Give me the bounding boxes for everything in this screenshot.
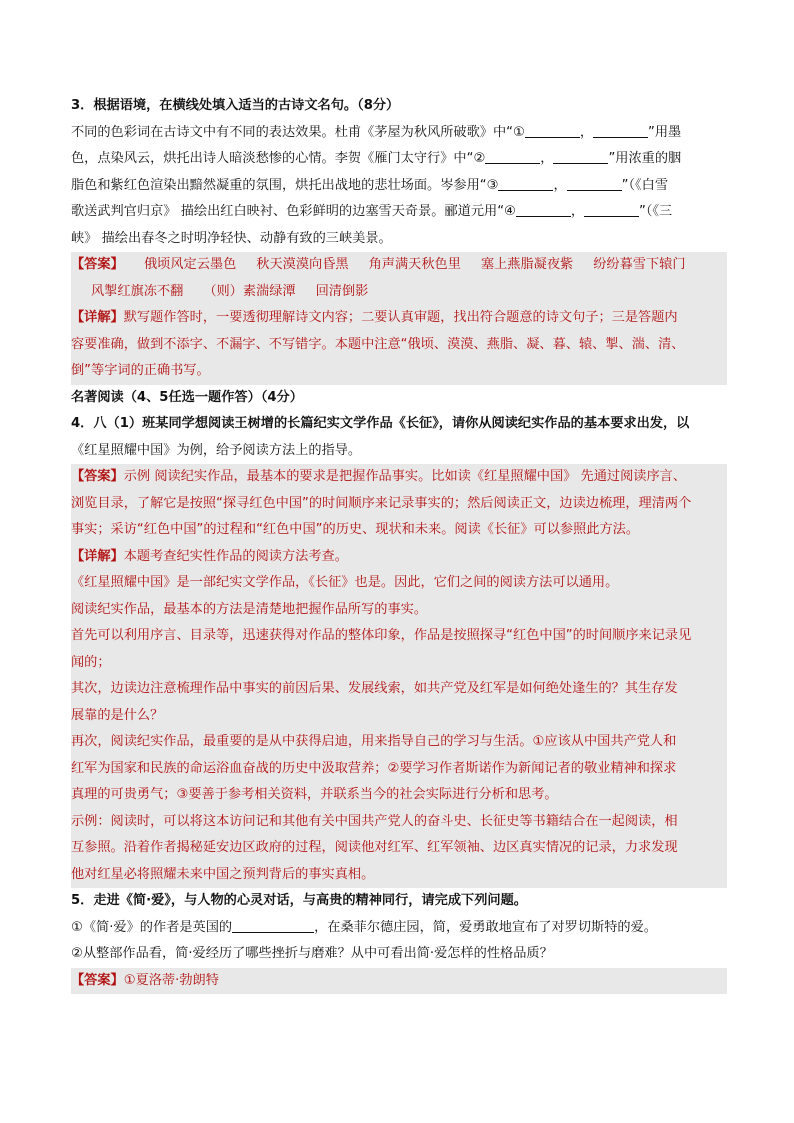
q5-sub2: ②从整部作品看，简·爱经历了哪些挫折与磨难？从中可看出简·爱怎样的性格品质？: [71, 946, 553, 961]
blank-2b[interactable]: [553, 149, 608, 164]
document-page: [71, 93, 727, 994]
q3-paragraph-line: 不同的色彩词在古诗文中有不同的表达效果。杜甫《茅屋为秋风所破歌》中“① ， ”用墨: [71, 124, 682, 140]
q3-title: 3．根据语境，在横线处填入适当的古诗文名句。（8分）: [71, 98, 400, 113]
blank-3b[interactable]: [567, 176, 622, 191]
answer-tag: 【答案】: [71, 469, 124, 484]
answer-item: 秋天漠漠向昏黑: [256, 257, 349, 272]
answer-line: 事实；采访“红色中国”的过程和“红色中国”的历史、现状和未来。阅读《长征》可以参照此方法。: [71, 522, 640, 537]
answer-item: 风掣红旗冻不翻: [91, 283, 184, 299]
q4-title: 4．八（1）班某同学想阅读王树增的长篇纪实文学作品《长征》，请你从阅读纪实作品的基本要求出发，以: [71, 416, 690, 431]
q4-title-cont: 《红星照耀中国》为例，给予阅读方法上的指导。: [71, 442, 362, 458]
blank-3a[interactable]: [498, 176, 553, 191]
detail-line: 展靠的是什么？: [71, 707, 164, 723]
q3-paragraph-line: 峡》 描绘出春冬之时明净轻快、动静有致的三峡美景。: [71, 230, 392, 246]
detail-line: 真理的可贵勇气；③要善于参考相关资料，并联系当今的社会实际进行分析和思考。: [71, 787, 558, 802]
q4-answer-block: 【答案】示例 阅读纪实作品，最基本的要求是把握作品事实。比如读《红星照耀中国》 先通过阅读序言、 浏览目录，了解它是按照“探寻红色中国”的时间顺序来记录事实的；然后阅读正文，边读边梳理，理清两个 事实；采访“红色中国”的过程和“红色中国”的历史、现状和未来。阅读《长征》可以参照此方法。 【详解】本题考查纪实性作品的阅读方法考查。 《红星照耀中国》是一部纪实文学作品，《长征》也是。因此，它们之间的阅读方法可以通用。 阅读纪实作品，最基本的方法是清楚地把握作品所写的事实。 首先可以利用序言、目录等，迅速获得对作品的整体印象，作品是按照探寻“红色中国”的时间顺序来记录见 闻的； 其次，边读边注意梳理作品中事实的前因后果、发展线索，如共产党及红军是如何绝处逢生的？其生存发 展靠的是什么？ 再次，阅读纪实作品，最重要的是从中获得启迪，用来指导自己的学习与生活。①应该从中国共产党人和 红军为国家和民族的命运浴血奋战的历史中汲取营养；②要学习作者斯诺作为新闻记者的敬业精神和探求 真理的可贵勇气；③要善于参考相关资料，并联系当今的社会实际进行分析和思考。 示例：阅读时，可以将这本访问记和其他有关中国共产党人的奋斗史、长征史等书籍结合在一起阅读，相 互参照。沿着作者揭秘延安边区政府的过程，阅读他对红军、红军领袖、边区真实情况的记录，力求发现 他对红星必将照耀未来中国之预判背后的事实真相。: [71, 464, 727, 888]
detail-line: 再次，阅读纪实作品，最重要的是从中获得启迪，用来指导自己的学习与生活。①应该从中国共产党人和: [71, 734, 677, 749]
detail-line: 《红星照耀中国》是一部纪实文学作品，《长征》也是。因此，它们之间的阅读方法可以通用。: [71, 575, 619, 590]
detail-line: 其次，边读边注意梳理作品中事实的前因后果、发展线索，如共产党及红军是如何绝处逢生的？其生存发: [71, 681, 678, 696]
detail-line: 阅读纪实作品，最基本的方法是清楚地把握作品所写的事实。: [71, 601, 428, 617]
detail-line: 红军为国家和民族的命运浴血奋战的历史中汲取营养；②要学习作者斯诺作为新闻记者的敬业精神和探求: [71, 760, 677, 776]
q3-paragraph-line: 色，点染风云，烘托出诗人暗淡愁惨的心情。李贺《雁门太守行》中“② ， ”用浓重的胭: [71, 151, 682, 166]
detail-line: 倒”等字词的正确书写。: [71, 363, 210, 378]
detail-tag: 【详解】: [71, 548, 124, 564]
q5-title: 5．走进《简·爱》，与人物的心灵对话，与高贵的精神同行，请完成下列问题。: [71, 893, 527, 908]
q3-paragraph-line: 歌送武判官归京》 描绘出红白映衬、色彩鲜明的边塞雪天奇景。郦道元用“④ ， ”（《三: [71, 204, 673, 219]
blank-4a[interactable]: [516, 202, 571, 217]
answer-item: 回清倒影: [315, 283, 369, 299]
answer-item: 塞上燕脂凝夜紫: [480, 257, 574, 272]
blank-1a[interactable]: [525, 123, 580, 138]
q3-paragraph-line: 脂色和紫红色渲染出黯然凝重的氛围，烘托出战地的悲壮场面。岑参用“③ ， ”（《白雪: [71, 177, 669, 193]
detail-line: 首先可以利用序言、目录等，迅速获得对作品的整体印象，作品是按照探寻“红色中国”的时间顺序来记录见: [71, 628, 692, 643]
answer-item: （则）素湍绿潭: [203, 283, 296, 299]
section-title: 名著阅读（4、5任选一题作答）（4分）: [71, 389, 303, 405]
q5-answer-block: 【答案】①夏洛蒂·勃朗特: [71, 968, 727, 995]
detail-line: 容要准确，做到不添字、不漏字、不写错字。本题中注意“俄顷、漠漠、燕脂、凝、暮、辕、掣、湍、清、: [71, 336, 685, 352]
q5-sub1: ①《简·爱》的作者是英国的 ，在桑菲尔德庄园，简，爱勇敢地宣布了对罗切斯特的爱。: [71, 919, 657, 935]
detail-line: 互参照。沿着作者揭秘延安边区政府的过程，阅读他对红军、红军领袖、边区真实情况的记录，力求发现: [71, 840, 678, 855]
answer-item: 俄顷风定云墨色: [143, 257, 237, 272]
blank-author[interactable]: [232, 918, 314, 933]
q3-answer-block: 【答案】 俄顷风定云墨色 秋天漠漠向昏黑 角声满天秋色里 塞上燕脂凝夜紫 纷纷暮雪下辕门 风掣红旗冻不翻 （则）素湍绿潭 回清倒影 【详解】默写题作答时，一要透彻理解诗文内容；二要认真审题，找出符合题意的诗文句子；三是答题内 容要准确，做到不添字、不漏字、不写错字。本题中注意“俄顷、漠漠、燕脂、凝、暮、辕、掣、湍、清、 倒”等字词的正确书写。: [71, 252, 727, 385]
answer-item: 角声满天秋色里: [368, 257, 461, 272]
answer-tag: 【答案】: [71, 257, 124, 272]
blank-4b[interactable]: [584, 202, 639, 217]
answer-item: 纷纷暮雪下辕门: [593, 257, 686, 272]
answer-line: 浏览目录，了解它是按照“探寻红色中国”的时间顺序来记录事实的；然后阅读正文，边读边梳理，理清两个: [71, 495, 692, 511]
detail-line: 示例：阅读时，可以将这本访问记和其他有关中国共产党人的奋斗史、长征史等书籍结合在一起阅读，相: [71, 813, 678, 829]
answer-tag: 【答案】: [71, 972, 124, 988]
blank-2a[interactable]: [485, 149, 540, 164]
detail-line: 闻的；: [71, 654, 111, 670]
detail-line: 他对红星必将照耀未来中国之预判背后的事实真相。: [71, 866, 375, 882]
detail-tag: 【详解】: [71, 310, 124, 325]
blank-1b[interactable]: [593, 123, 648, 138]
